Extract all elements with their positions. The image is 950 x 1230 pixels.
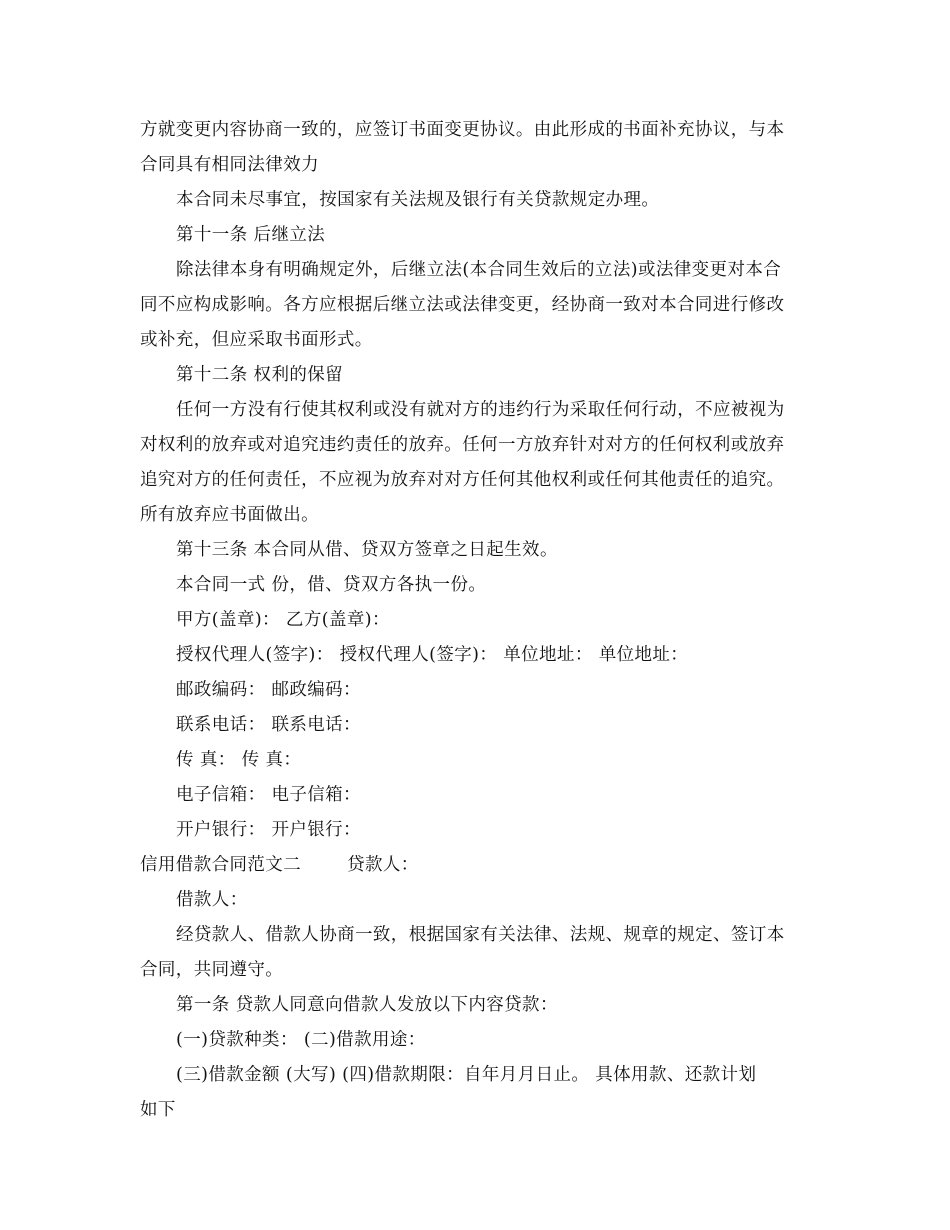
article-heading: 第十三条 本合同从借、贷双方签章之日起生效。 (176, 540, 558, 560)
paragraph-line: 任何一方没有行使其权利或没有就对方的违约行为采取任何行动，不应被视为 (176, 400, 785, 420)
paragraph-line: 对权利的放弃或对追究违约责任的放弃。任何一方放弃针对对方的任何权利或放弃 (140, 435, 785, 455)
section-title-line (140, 853, 815, 877)
article-heading: 第十二条 权利的保留 (176, 365, 344, 385)
paragraph-line: 同不应构成影响。各方应根据后继立法或法律变更，经协商一致对本合同进行修改 (140, 295, 785, 315)
article-heading: 第十一条 后继立法 (176, 225, 326, 245)
paragraph-line: 如下 (140, 1100, 176, 1120)
paragraph-line: 方就变更内容协商一致的，应签订书面变更协议。由此形成的书面补充协议，与本 (140, 120, 785, 140)
signature-line: 电子信箱： 电子信箱： (176, 785, 361, 805)
signature-line: 传 真： 传 真： (176, 750, 302, 770)
paragraph-line: 合同具有相同法律效力 (140, 155, 319, 175)
article-heading: 第一条 贷款人同意向借款人发放以下内容贷款： (176, 995, 558, 1015)
paragraph-line: 经贷款人、借款人协商一致，根据国家有关法律、法规、规章的规定、签订本 (176, 925, 785, 945)
signature-line: 邮政编码： 邮政编码： (176, 680, 361, 700)
signature-line: 授权代理人(签字)： 授权代理人(签字)： 单位地址： 单位地址： (176, 645, 689, 665)
signature-line: 甲方(盖章)： 乙方(盖章)： (176, 610, 390, 630)
paragraph-line: 本合同未尽事宜，按国家有关法规及银行有关贷款规定办理。 (176, 190, 660, 210)
borrower-label: 借款人： (176, 890, 248, 910)
lender-label: 贷款人： (347, 855, 419, 875)
paragraph-line: 本合同一式 份，借、贷双方各执一份。 (176, 575, 487, 595)
paragraph-line: 追究对方的任何责任，不应视为放弃对对方任何其他权利或任何其他责任的追究。 (140, 470, 785, 490)
paragraph-line: 所有放弃应书面做出。 (140, 505, 319, 525)
signature-line: 联系电话： 联系电话： (176, 715, 361, 735)
section-title: 信用借款合同范文二 (140, 855, 302, 875)
signature-line: 开户银行： 开户银行： (176, 820, 361, 840)
paragraph-line: 除法律本身有明确规定外，后继立法(本合同生效后的立法)或法律变更对本合 (176, 260, 782, 280)
paragraph-line: 合同，共同遵守。 (140, 960, 284, 980)
paragraph-line: (一)贷款种类： (二)借款用途： (176, 1030, 426, 1050)
paragraph-line: 或补充，但应采取书面形式。 (140, 330, 373, 350)
paragraph-line: (三)借款金额 (大写) (四)借款期限：自年月月日止。 具体用款、还款计划 (176, 1065, 757, 1085)
